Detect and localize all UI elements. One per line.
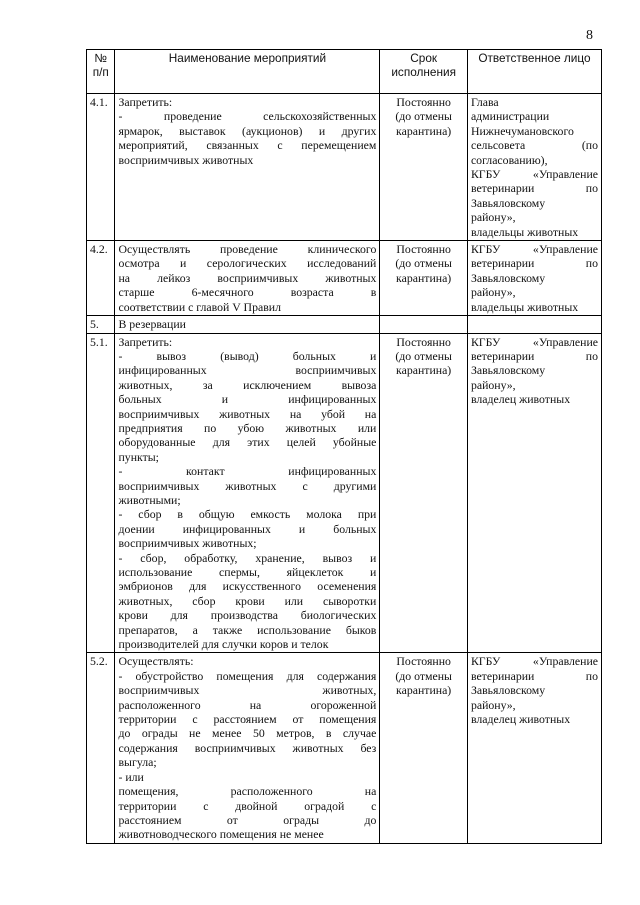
action-text-line: - обустройство помещения для содержания — [118, 668, 377, 683]
responsible-text-line: Завьяловскому — [470, 683, 546, 698]
action-text-line: - проведение сельскохозяйственных — [118, 109, 377, 124]
responsible-text-line: району», — [470, 210, 516, 225]
action-text-line: использование спермы, яйцеклеток и — [118, 565, 377, 579]
action-text-line: ярмарок, выставок (аукционов) и других — [118, 123, 377, 138]
action-text-line: расположенного на огороженной — [118, 697, 377, 712]
table-row — [87, 653, 602, 843]
action-text-line: - вывоз (вывод) больных и — [118, 348, 377, 363]
action-text-line: помещения, расположенного на — [118, 784, 377, 799]
table-header-row — [87, 50, 602, 94]
term-text — [380, 333, 468, 653]
responsible-text-line: Завьяловскому — [470, 195, 546, 210]
responsible-text-line: ветеринарии по — [470, 348, 598, 363]
table-body — [87, 94, 602, 844]
action-text-line: старше 6-месячного возраста в — [118, 285, 377, 300]
responsible-text-line: КГБУ «Управление — [470, 654, 598, 669]
responsible-text-line: КГБУ «Управление — [470, 242, 598, 257]
responsible-text-line: КГБУ «Управление — [470, 334, 598, 349]
action-text-line: территории с двойной оградой с — [118, 798, 377, 813]
header-action: Наименование мероприятий — [115, 50, 380, 94]
table-row — [87, 333, 602, 653]
action-text-line: крови для производства биологических — [118, 608, 377, 623]
responsible-text-line: району», — [470, 697, 516, 712]
responsible-text-line: владельцы животных — [470, 224, 579, 239]
action-text-line: содержания восприимчивых животных без — [118, 740, 377, 755]
table-row — [87, 241, 602, 316]
action-text-line: эмбрионов для искусственного осеменения — [118, 579, 377, 594]
term-text-line: карантина) — [396, 123, 452, 138]
action-text-line: Осуществлять: — [118, 654, 194, 669]
term-text — [380, 94, 468, 241]
action-text-line: животных, сбор крови или сыворотки — [118, 593, 377, 608]
term-text-line: карантина) — [396, 683, 452, 698]
responsible-text-line: Глава — [470, 95, 499, 109]
term-text — [380, 241, 468, 316]
responsible-text — [467, 316, 601, 333]
responsible-text-line: владельцы животных — [470, 299, 579, 314]
action-text — [115, 241, 380, 316]
term-text-line: карантина) — [396, 270, 452, 285]
action-text-line: животными; — [118, 492, 181, 507]
action-text-line: восприимчивых животных, — [118, 683, 377, 698]
action-text-line: препаратов, а также использование быков — [118, 622, 377, 637]
responsible-text-line: владелец животных — [470, 712, 571, 727]
action-text — [115, 316, 380, 333]
responsible-text-line: району», — [470, 377, 516, 392]
action-text-line: Запретить: — [118, 95, 173, 109]
action-text-line: - или — [118, 769, 144, 784]
term-text-line: Постоянно — [396, 334, 451, 349]
action-text-line: оборудованные для этих целей убойные — [118, 435, 377, 450]
action-text-line: территории с расстоянием от помещения — [118, 712, 377, 727]
action-text-line: пункты; — [118, 449, 159, 464]
responsible-text-line: ветеринарии по — [470, 181, 598, 196]
action-text-line: животных, за исключением вывоза — [118, 377, 377, 392]
action-text-line: расстоянием от ограды до — [118, 812, 377, 827]
action-text-line: Запретить: — [118, 334, 173, 349]
responsible-text — [467, 241, 601, 316]
action-text-line: восприимчивых животных на убой на — [118, 406, 377, 421]
responsible-text-line: Завьяловскому — [470, 270, 546, 285]
term-text-line: Постоянно — [396, 242, 451, 257]
action-text-line: В резервации — [118, 317, 186, 332]
row-number: 4.1. — [87, 94, 115, 241]
measures-table — [86, 49, 602, 844]
row-number: 5. — [87, 316, 115, 333]
responsible-text-line: сельсовета (по — [470, 138, 598, 153]
responsible-text-line: Нижнечумановского — [470, 123, 574, 138]
responsible-text-line: ветеринарии по — [470, 668, 598, 683]
header-num: № п/п — [87, 50, 115, 94]
responsible-text-line: Завьяловскому — [470, 363, 546, 378]
action-text-line: Осуществлять проведение клинического — [118, 242, 377, 257]
action-text-line: мероприятий, связанных с перемещением — [118, 138, 377, 153]
responsible-text — [467, 94, 601, 241]
action-text-line: производителей для случки коров и телок — [118, 637, 329, 652]
row-number: 5.1. — [87, 333, 115, 653]
responsible-text — [467, 333, 601, 653]
action-text-line: восприимчивых животных с другими — [118, 478, 377, 493]
term-text-line: Постоянно — [396, 95, 451, 109]
header-term: Срок исполнения — [380, 50, 468, 94]
action-text-line: - контакт инфицированных — [118, 464, 377, 479]
action-text-line: - сбор в общую емкость молока при — [118, 507, 377, 522]
term-text — [380, 316, 468, 333]
action-text-line: доении инфицированных и больных — [118, 521, 377, 536]
term-text-line: Постоянно — [396, 654, 451, 669]
action-text — [115, 94, 380, 241]
term-text-line: (до отмены — [395, 668, 452, 683]
action-text-line: соответствии с главой V Правил — [118, 299, 281, 314]
responsible-text-line: владелец животных — [470, 392, 571, 407]
term-text-line: карантина) — [396, 363, 452, 378]
header-responsible: Ответственное лицо — [467, 50, 601, 94]
responsible-text-line: согласованию), — [470, 152, 548, 167]
term-text-line: (до отмены — [395, 256, 452, 271]
action-text-line: до ограды не менее 50 метров, в случае — [118, 726, 377, 741]
action-text-line: осмотра и серологических исследований — [118, 256, 377, 271]
row-number: 5.2. — [87, 653, 115, 843]
responsible-text — [467, 653, 601, 843]
responsible-text-line: администрации — [470, 109, 550, 124]
term-text-line: (до отмены — [395, 348, 452, 363]
action-text-line: восприимчивых животных — [118, 152, 254, 167]
page-number: 8 — [586, 28, 593, 43]
row-number: 4.2. — [87, 241, 115, 316]
responsible-text-line: КГБУ «Управление — [470, 167, 598, 182]
table-row — [87, 316, 602, 333]
action-text-line: на лейкоз восприимчивых животных — [118, 270, 377, 285]
table-row — [87, 94, 602, 241]
term-text-line: (до отмены — [395, 109, 452, 124]
action-text-line: больных и инфицированных — [118, 392, 377, 407]
action-text — [115, 653, 380, 843]
responsible-text-line: ветеринарии по — [470, 256, 598, 271]
action-text-line: инфицированных восприимчивых — [118, 363, 377, 378]
action-text-line: восприимчивых животных; — [118, 536, 257, 551]
action-text — [115, 333, 380, 653]
action-text-line: животноводческого помещения не менее — [118, 827, 324, 842]
action-text-line: - сбор, обработку, хранение, вывоз и — [118, 550, 377, 565]
responsible-text-line: району», — [470, 285, 516, 300]
term-text — [380, 653, 468, 843]
action-text-line: выгула; — [118, 755, 157, 770]
action-text-line: предприятия по убою животных или — [118, 420, 377, 435]
